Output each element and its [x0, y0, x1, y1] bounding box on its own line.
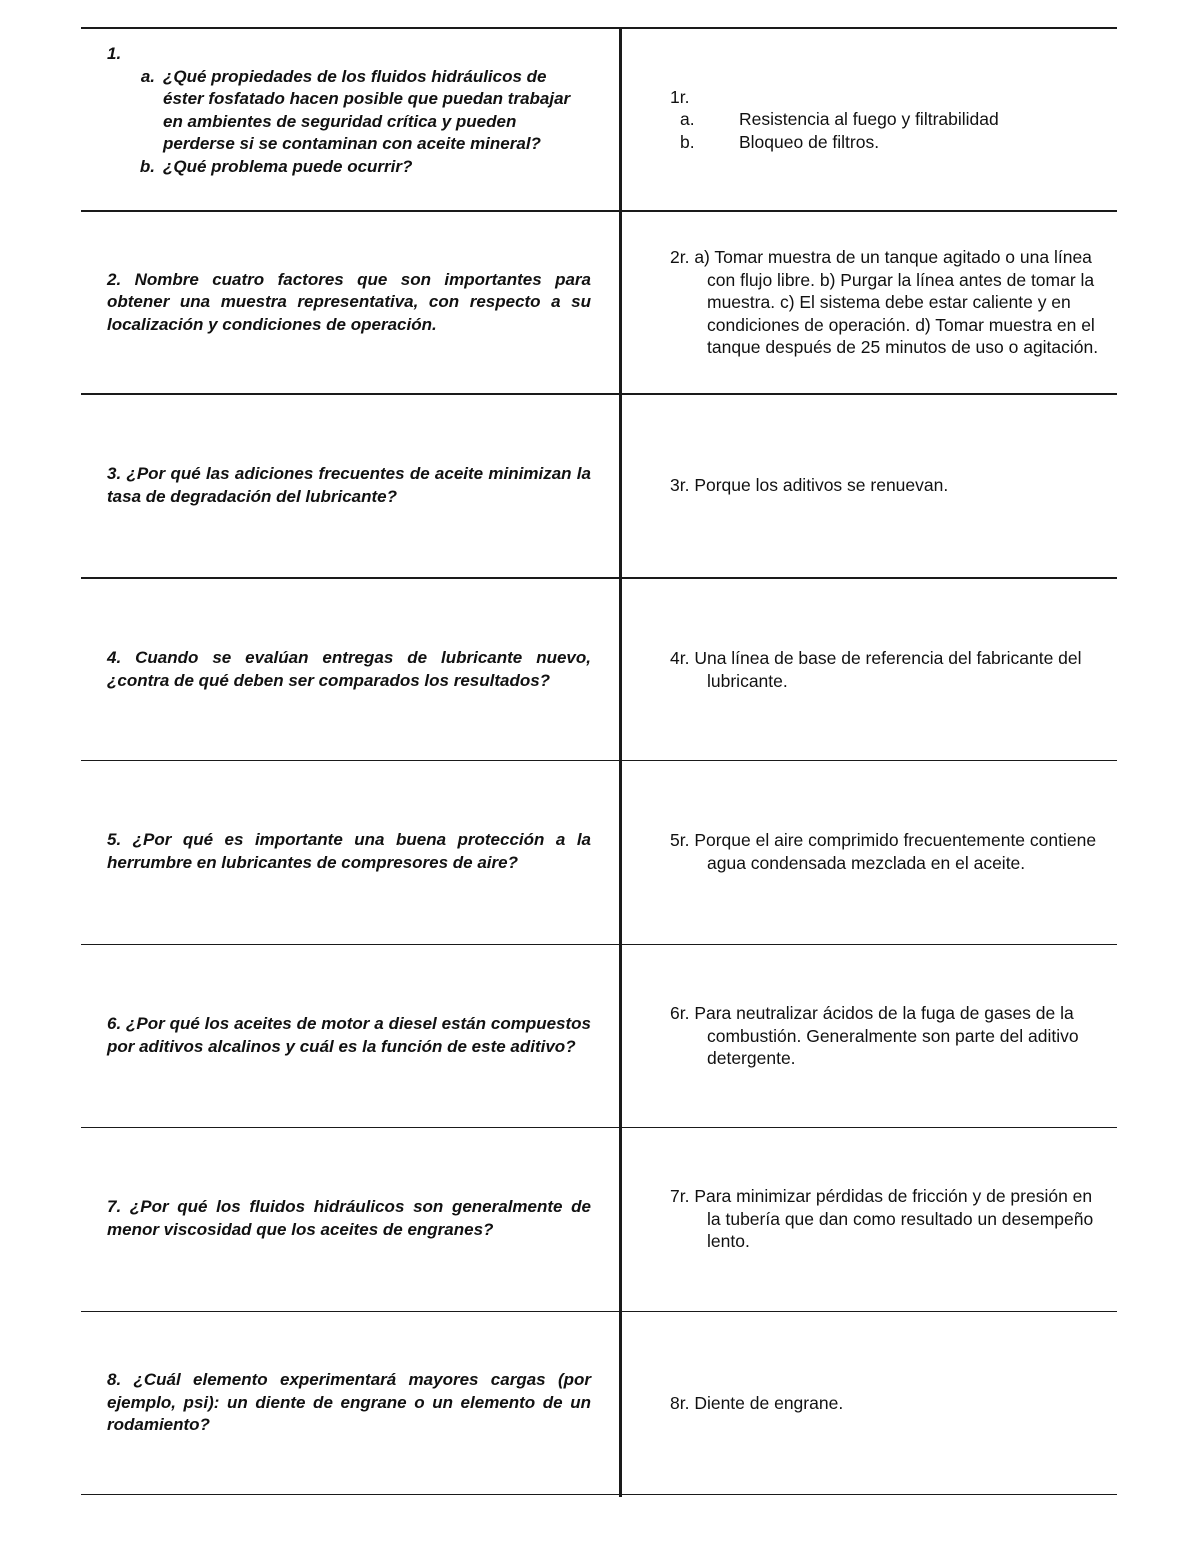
- answer-part-label: a.: [680, 109, 695, 130]
- answer-cell: [670, 212, 1110, 393]
- answer-text: 5r. Porque el aire comprimido frecuentemente contiene agua condensada mezclada en el aceite.: [670, 830, 1097, 873]
- answer-part: [670, 108, 1110, 131]
- column-divider: [619, 27, 622, 1497]
- answer-cell: [670, 945, 1110, 1127]
- question-cell: [107, 212, 591, 393]
- question-text: 2. Nombre cuatro factores que son importantes para obtener una muestra representativa, con respecto a su localización y condiciones de operación.: [107, 269, 591, 334]
- question-cell: [107, 579, 591, 760]
- question-cell: [107, 395, 591, 576]
- answer-text: 6r. Para neutralizar ácidos de la fuga de gases de la combustión. Generalmente son parte del aditivo detergente.: [670, 1003, 1079, 1069]
- question-text: 3. ¿Por qué las adiciones frecuentes de aceite minimizan la tasa de degradación del lubricante?: [107, 463, 591, 506]
- answer-cell: [670, 579, 1110, 760]
- question-number: 1.: [107, 44, 122, 63]
- question-text: 5. ¿Por qué es importante una buena protección a la herrumbre en lubricantes de compresores de aire?: [107, 830, 591, 872]
- question-cell: [107, 1128, 591, 1310]
- answer-text: 2r. a) Tomar muestra de un tanque agitado o una línea con flujo libre. b) Purgar la línea antes de tomar la muestra. c) El sistema debe estar caliente y en condiciones de operación. d) Tomar muestra en el tanque después de 25 minutos de uso o agitación.: [670, 247, 1099, 358]
- answer-cell: [670, 395, 1110, 576]
- table-row: [81, 577, 1117, 760]
- answer-cell: [670, 29, 1110, 210]
- table-row: [81, 1127, 1117, 1310]
- question-text: 4. Cuando se evalúan entregas de lubricante nuevo, ¿contra de qué deben ser comparados los resultados?: [107, 647, 591, 690]
- question-part-label: a.: [140, 66, 155, 86]
- answer-number: 1r.: [670, 86, 690, 107]
- question-part-text: ¿Qué problema puede ocurrir?: [163, 156, 413, 176]
- table-row: [81, 210, 1117, 393]
- question-cell: [107, 761, 591, 943]
- answer-cell: [670, 1128, 1110, 1310]
- question-part-label: b.: [139, 156, 155, 176]
- table-row: [81, 393, 1117, 576]
- question-part-text: ¿Qué propiedades de los fluidos hidráulicos de éster fosfatado hacen posible que puedan trabajar en ambientes de seguridad crítica y pueden perderse si se contaminan con aceite mineral?: [163, 66, 571, 154]
- question-part: [107, 156, 591, 179]
- table-row: [81, 1311, 1117, 1495]
- table-row: [81, 760, 1117, 943]
- answer-part-text: Resistencia al fuego y filtrabilidad: [739, 109, 999, 130]
- question-text: 7. ¿Por qué los fluidos hidráulicos son generalmente de menor viscosidad que los aceites de engranes?: [107, 1197, 591, 1239]
- answer-text: 8r. Diente de engrane.: [670, 1392, 844, 1413]
- answer-cell: [670, 1312, 1110, 1494]
- question-text: 8. ¿Cuál elemento experimentará mayores cargas (por ejemplo, psi): un diente de engrane o un elemento de un rodamiento?: [107, 1370, 591, 1435]
- answer-text: 4r. Una línea de base de referencia del fabricante del lubricante.: [670, 647, 1082, 691]
- question-cell: [107, 945, 591, 1127]
- table-row: [81, 27, 1117, 210]
- answer-text: 7r. Para minimizar pérdidas de fricción y de presión en la tubería que dan como resultado un desempeño lento.: [670, 1186, 1094, 1252]
- question-cell: [107, 1312, 591, 1494]
- answer-part-text: Bloqueo de filtros.: [739, 131, 880, 152]
- question-text: 6. ¿Por qué los aceites de motor a diesel están compuestos por aditivos alcalinos y cuál es la función de este aditivo?: [107, 1014, 591, 1056]
- answer-text: 3r. Porque los aditivos se renuevan.: [670, 475, 949, 496]
- question-part: [107, 66, 591, 156]
- qa-table: [81, 27, 1117, 1497]
- answer-part: [670, 131, 1110, 154]
- question-cell: [107, 29, 591, 210]
- answer-part-label: b.: [680, 131, 695, 152]
- table-row: [81, 944, 1117, 1127]
- answer-cell: [670, 761, 1110, 943]
